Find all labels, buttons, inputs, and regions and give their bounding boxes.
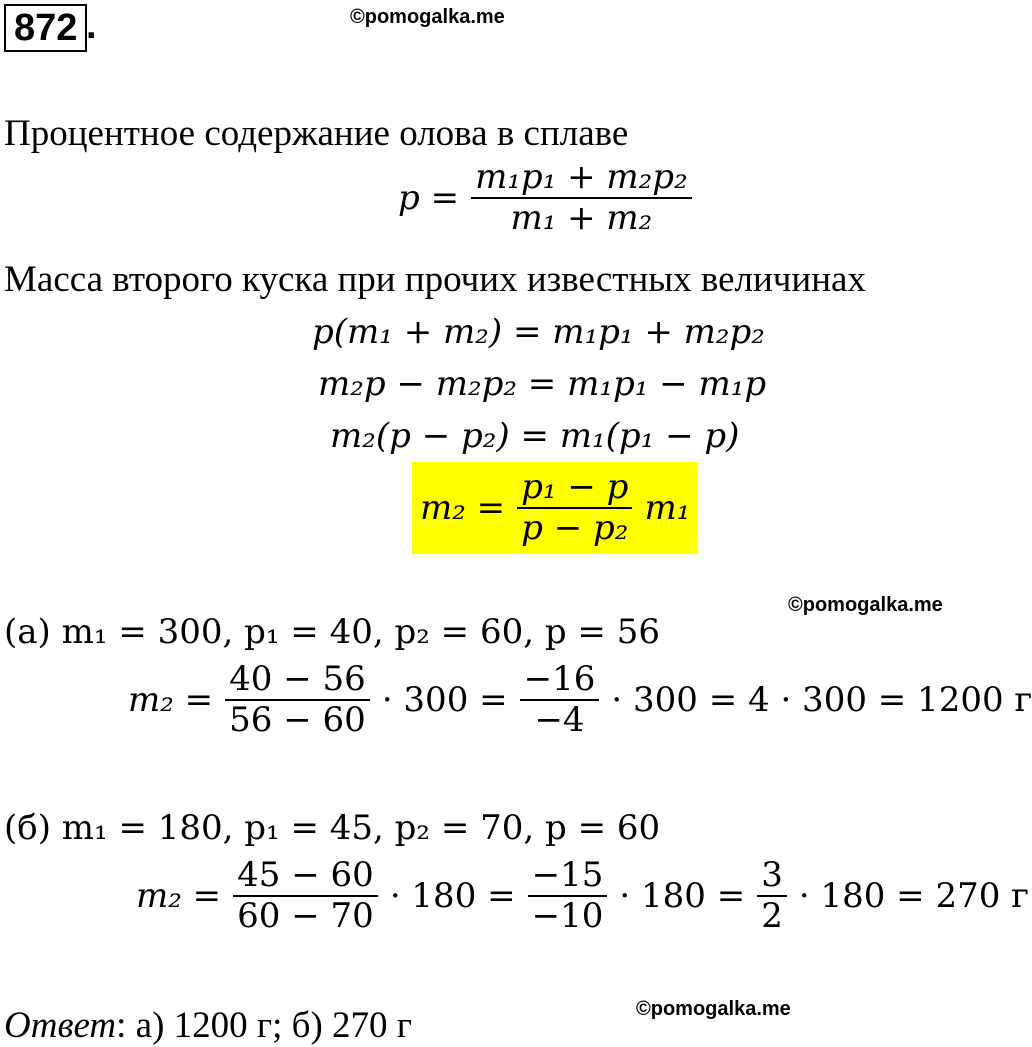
part-b-fraction-1-numerator: 45 − 60 bbox=[233, 856, 378, 897]
part-b-fraction-2-numerator: −15 bbox=[528, 856, 608, 897]
part-a-fraction-2-denominator: −4 bbox=[534, 700, 585, 741]
part-b-lhs: m₂ = bbox=[136, 876, 222, 917]
intro-formula bbox=[398, 158, 696, 238]
watermark-top: ©pomogalka.me bbox=[350, 6, 505, 28]
intro-formula-fraction bbox=[471, 158, 692, 238]
answer-text: : а) 1200 г; б) 270 г bbox=[116, 1005, 412, 1046]
problem-number: 872 bbox=[4, 4, 87, 52]
part-b-fraction-2 bbox=[528, 856, 608, 936]
result-formula-highlight bbox=[412, 462, 698, 554]
derivation-line-1: p(m₁ + m₂) = m₁p₁ + m₂p₂ bbox=[312, 312, 765, 352]
part-a-tail: · 300 = 4 · 300 = 1200 г bbox=[611, 680, 1032, 721]
part-b-fraction-1-denominator: 60 − 70 bbox=[237, 896, 374, 937]
watermark-bottom: ©pomogalka.me bbox=[636, 998, 791, 1020]
part-a-calculation bbox=[128, 660, 1032, 740]
intro-formula-lhs: p = bbox=[398, 178, 460, 219]
part-b-fraction-2-denominator: −10 bbox=[531, 896, 604, 937]
intro-heading: Процентное содержание олова в сплаве bbox=[4, 113, 629, 154]
derivation-heading: Масса второго куска при прочих известных величинах bbox=[4, 259, 866, 300]
result-formula-fraction bbox=[517, 468, 632, 548]
result-formula-tail: m₁ bbox=[644, 488, 691, 529]
part-b-mid-2: · 180 = bbox=[619, 876, 746, 917]
part-a-fraction-2-numerator: −16 bbox=[520, 660, 600, 701]
result-formula-numerator: p₁ − p bbox=[517, 468, 632, 509]
part-b-fraction-1 bbox=[233, 856, 378, 936]
derivation-line-2: m₂p − m₂p₂ = m₁p₁ − m₁p bbox=[318, 364, 767, 404]
part-a-lhs: m₂ = bbox=[128, 680, 214, 721]
derivation-line-3: m₂(p − p₂) = m₁(p₁ − p) bbox=[330, 416, 740, 456]
part-a-given: (а) m₁ = 300, p₁ = 40, p₂ = 60, p = 56 bbox=[4, 612, 660, 652]
part-b-fraction-3-denominator: 2 bbox=[761, 896, 783, 937]
watermark-middle: ©pomogalka.me bbox=[788, 594, 943, 616]
answer-line bbox=[4, 1004, 412, 1047]
part-a-fraction-1-denominator: 56 − 60 bbox=[229, 700, 366, 741]
part-a-fraction-2 bbox=[520, 660, 600, 740]
part-b-given: (б) m₁ = 180, p₁ = 45, p₂ = 70, p = 60 bbox=[4, 808, 661, 848]
intro-formula-numerator: m₁p₁ + m₂p₂ bbox=[471, 158, 692, 199]
part-b-tail: · 180 = 270 г bbox=[798, 876, 1029, 917]
problem-number-dot: . bbox=[86, 5, 97, 47]
part-b-mid-1: · 180 = bbox=[389, 876, 516, 917]
result-formula-denominator: p − p₂ bbox=[521, 508, 629, 549]
part-a-mid-1: · 300 = bbox=[381, 680, 508, 721]
answer-label: Ответ bbox=[4, 1005, 117, 1046]
part-b-fraction-3-numerator: 3 bbox=[757, 856, 787, 897]
intro-formula-denominator: m₁ + m₂ bbox=[510, 198, 653, 239]
result-formula-lhs: m₂ = bbox=[420, 488, 506, 529]
part-b-fraction-3 bbox=[757, 856, 787, 936]
part-a-fraction-1 bbox=[225, 660, 370, 740]
part-a-fraction-1-numerator: 40 − 56 bbox=[225, 660, 370, 701]
part-b-calculation bbox=[136, 856, 1029, 936]
